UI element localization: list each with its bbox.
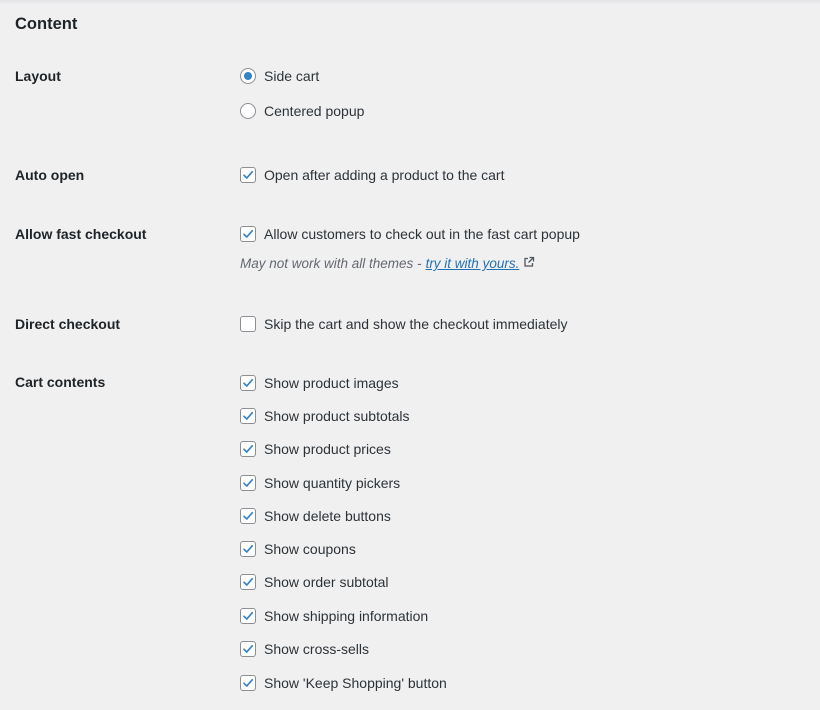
layout-option-centered-popup[interactable] [240, 102, 364, 120]
fast-checkout-label: Allow fast checkout [15, 226, 147, 242]
fast-checkout-description [240, 255, 535, 273]
cart-option-label: Show shipping information [264, 608, 429, 624]
cart-option-coupons[interactable] [240, 540, 356, 558]
cart-option-delete-buttons[interactable] [240, 507, 391, 525]
fast-checkout-checkbox[interactable] [240, 226, 256, 242]
checkmark-icon [242, 543, 254, 555]
direct-checkout-option[interactable] [240, 315, 568, 333]
fast-checkout-option-label: Allow customers to check out in the fast cart popup [264, 226, 580, 242]
radio-selected-dot [244, 72, 252, 80]
layout-option-label: Centered popup [264, 103, 365, 119]
checkmark-icon [242, 576, 254, 588]
cart-option-label: Show cross-sells [264, 641, 370, 657]
checkmark-icon [242, 228, 254, 240]
cart-option-label: Show 'Keep Shopping' button [264, 675, 447, 691]
auto-open-checkbox[interactable] [240, 167, 256, 183]
product-subtotals-checkbox[interactable] [240, 408, 256, 424]
auto-open-option[interactable] [240, 166, 505, 184]
cart-option-cross-sells[interactable] [240, 640, 369, 658]
product-prices-checkbox[interactable] [240, 441, 256, 457]
checkmark-icon [242, 169, 254, 181]
section-title: Content [15, 15, 78, 33]
checkmark-icon [242, 643, 254, 655]
cart-option-label: Show delete buttons [264, 508, 391, 524]
checkmark-icon [242, 410, 254, 422]
cart-option-quantity-pickers[interactable] [240, 474, 400, 492]
layout-option-label: Side cart [264, 68, 320, 84]
top-edge-shadow [0, 0, 820, 4]
radio-side-cart[interactable] [240, 68, 256, 84]
cart-option-keep-shopping[interactable] [240, 674, 447, 692]
cart-option-product-images[interactable] [240, 374, 399, 392]
cart-option-label: Show product subtotals [264, 408, 410, 424]
shipping-information-checkbox[interactable] [240, 608, 256, 624]
delete-buttons-checkbox[interactable] [240, 508, 256, 524]
fast-checkout-option[interactable] [240, 225, 580, 243]
cart-option-product-subtotals[interactable] [240, 407, 410, 425]
direct-checkout-label: Direct checkout [15, 316, 121, 332]
external-link-icon[interactable] [523, 255, 535, 273]
cart-option-product-prices[interactable] [240, 440, 391, 458]
cart-option-label: Show product images [264, 375, 399, 391]
coupons-checkbox[interactable] [240, 541, 256, 557]
checkmark-icon [242, 610, 254, 622]
order-subtotal-checkbox[interactable] [240, 574, 256, 590]
auto-open-option-label: Open after adding a product to the cart [264, 167, 505, 183]
checkmark-icon [242, 377, 254, 389]
radio-centered-popup[interactable] [240, 103, 256, 119]
checkmark-icon [242, 443, 254, 455]
cart-option-label: Show coupons [264, 541, 356, 557]
layout-label: Layout [15, 68, 61, 84]
checkmark-icon [242, 677, 254, 689]
checkmark-icon [242, 510, 254, 522]
direct-checkout-checkbox[interactable] [240, 316, 256, 332]
cart-option-order-subtotal[interactable] [240, 573, 389, 591]
product-images-checkbox[interactable] [240, 375, 256, 391]
cart-option-label: Show quantity pickers [264, 475, 401, 491]
layout-option-side-cart[interactable] [240, 67, 319, 85]
fast-checkout-description-text: May not work with all themes - [240, 256, 422, 271]
cart-option-label: Show product prices [264, 441, 391, 457]
cart-contents-label: Cart contents [15, 374, 106, 390]
try-it-link[interactable]: try it with yours. [425, 256, 520, 271]
quantity-pickers-checkbox[interactable] [240, 475, 256, 491]
cross-sells-checkbox[interactable] [240, 641, 256, 657]
checkmark-icon [242, 477, 254, 489]
direct-checkout-option-label: Skip the cart and show the checkout immediately [264, 316, 568, 332]
auto-open-label: Auto open [15, 167, 85, 183]
cart-option-shipping-information[interactable] [240, 607, 428, 625]
cart-option-label: Show order subtotal [264, 574, 389, 590]
keep-shopping-checkbox[interactable] [240, 675, 256, 691]
